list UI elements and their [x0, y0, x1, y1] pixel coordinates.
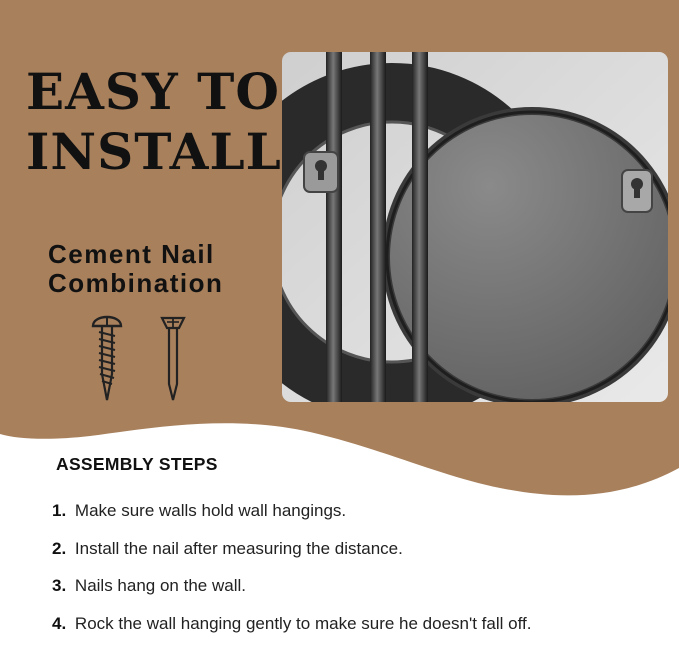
step-number: 1.	[52, 501, 66, 520]
headline	[26, 62, 282, 182]
nail-icon	[158, 312, 188, 404]
step-text: Install the nail after measuring the distance.	[75, 539, 403, 558]
assembly-step	[52, 498, 531, 536]
assembly-steps-list	[52, 498, 531, 648]
headline-line-2: INSTALL	[26, 122, 282, 182]
step-number: 3.	[52, 576, 66, 595]
assembly-step	[52, 536, 531, 574]
assembly-step	[52, 573, 531, 611]
mirror-illustration	[282, 52, 668, 402]
assembly-step	[52, 611, 531, 648]
step-number: 4.	[52, 614, 66, 633]
step-number: 2.	[52, 539, 66, 558]
assembly-steps-title: ASSEMBLY STEPS	[56, 454, 218, 475]
step-text: Rock the wall hanging gently to make sure he doesn't fall off.	[75, 614, 532, 633]
subtitle-line-1: Cement Nail	[48, 240, 223, 269]
step-text: Make sure walls hold wall hangings.	[75, 501, 346, 520]
step-text: Nails hang on the wall.	[75, 576, 246, 595]
product-photo	[282, 52, 668, 402]
subtitle-line-2: Combination	[48, 269, 223, 298]
subtitle	[48, 240, 223, 298]
headline-line-1: EASY TO	[26, 62, 282, 122]
screw-icon	[90, 312, 124, 404]
